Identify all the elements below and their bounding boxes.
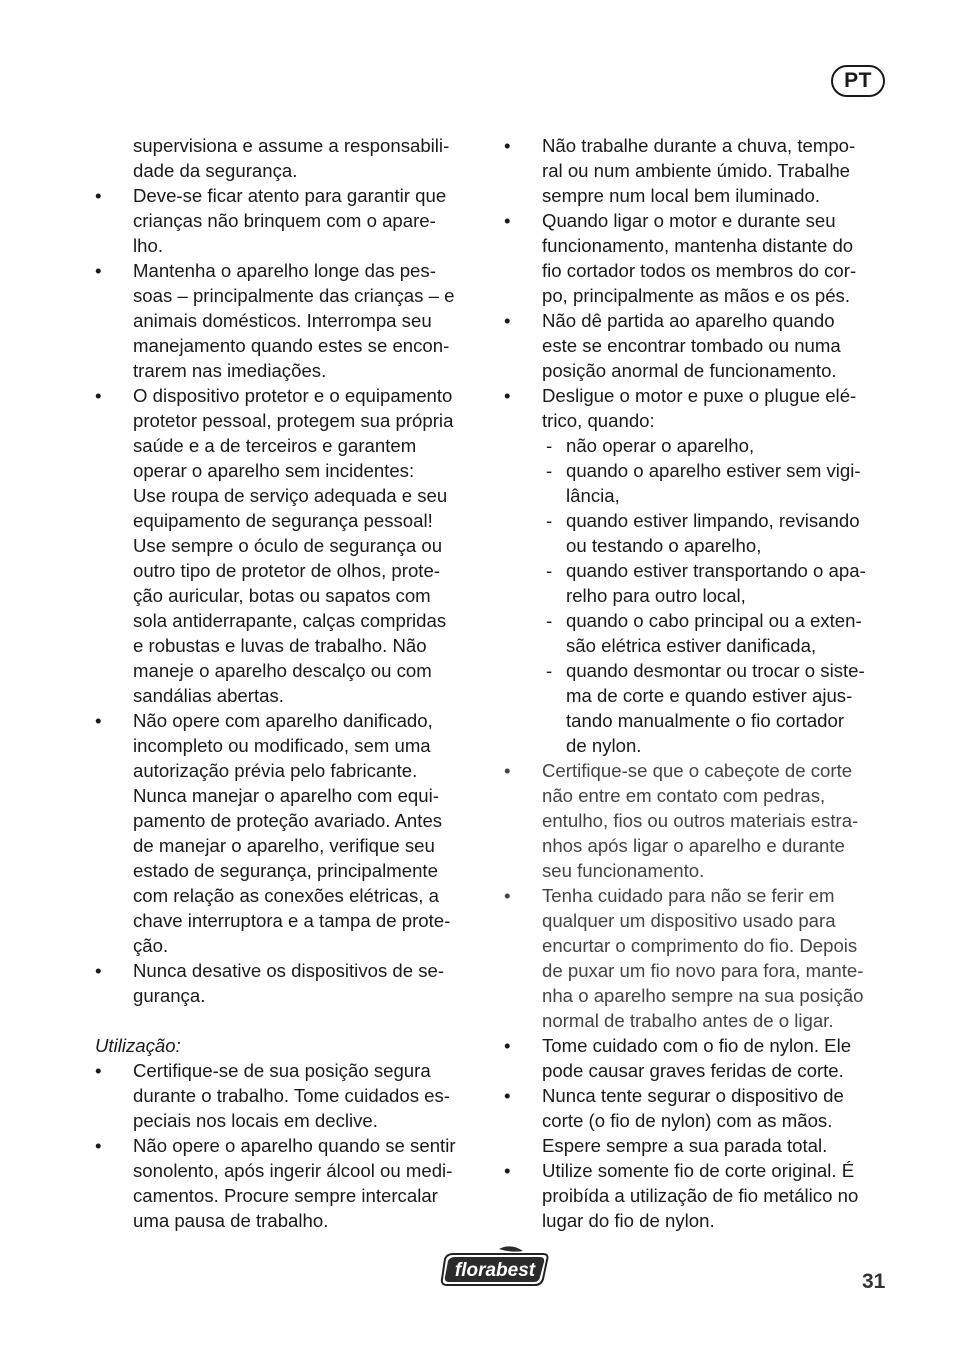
list-item-text <box>133 383 487 708</box>
bullet: • <box>95 385 102 406</box>
unplug-sublist <box>504 433 896 758</box>
text-line: Mantenha o aparelho longe das pes- <box>133 260 436 281</box>
text-line: nha o aparelho sempre na sua posição <box>542 985 864 1006</box>
text-line: uma pausa de trabalho. <box>133 1210 329 1231</box>
text-line: supervisiona e assume a responsabili- <box>133 135 450 156</box>
list-item-text <box>133 708 487 958</box>
bullet: • <box>504 760 511 781</box>
text-line: Use sempre o óculo de segurança ou <box>133 535 443 556</box>
list-item <box>95 1133 487 1233</box>
left-items-after <box>95 1058 487 1233</box>
right-items-bottom <box>504 1033 896 1233</box>
dash: - <box>546 560 553 581</box>
page-number: 31 <box>862 1270 886 1293</box>
text-line: não entre em contato com pedras, <box>542 785 826 806</box>
text-line: Utilize somente fio de corte original. É <box>542 1160 855 1181</box>
bullet: • <box>504 385 511 406</box>
text-line: crianças não brinquem com o apare- <box>133 210 436 231</box>
list-item-text <box>133 258 487 383</box>
dash: - <box>546 510 553 531</box>
text-line: qualquer um dispositivo usado para <box>542 910 836 931</box>
text-line: Desligue o motor e puxe o plugue elé- <box>542 385 857 406</box>
bullet: • <box>504 885 511 906</box>
text-line: Nunca manejar o aparelho com equi- <box>133 785 439 806</box>
sub-list-item <box>504 608 896 658</box>
bullet: • <box>95 185 102 206</box>
list-item <box>504 883 896 1033</box>
list-item-text <box>133 958 487 1008</box>
list-item-text <box>566 658 896 758</box>
text-line: pode causar graves feridas de corte. <box>542 1060 844 1081</box>
text-line: dade da segurança. <box>133 160 298 181</box>
text-line: de puxar um fio novo para fora, mante- <box>542 960 864 981</box>
text-line: funcionamento, mantenha distante do <box>542 235 854 256</box>
text-line: nhos após ligar o aparelho e durante <box>542 835 845 856</box>
lead-paragraph <box>95 133 487 183</box>
text-line: quando o cabo principal ou a exten- <box>566 610 862 631</box>
text-line: quando desmontar ou trocar o siste- <box>566 660 865 681</box>
text-line: gurança. <box>133 985 206 1006</box>
list-item-text <box>133 183 487 258</box>
text-line: operar o aparelho sem incidentes: <box>133 460 415 481</box>
text-line: saúde e a de terceiros e garantem <box>133 435 417 456</box>
list-item-text <box>542 308 896 383</box>
text-line: relho para outro local, <box>566 585 746 606</box>
text-line: ção auricular, botas ou sapatos com <box>133 585 431 606</box>
text-line: quando estiver limpando, revisando <box>566 510 860 531</box>
text-line: outro tipo de protetor de olhos, prote- <box>133 560 440 581</box>
text-line: trico, quando: <box>542 410 655 431</box>
text-line: sempre num local bem iluminado. <box>542 185 820 206</box>
bullet: • <box>504 1035 511 1056</box>
text-line: estado de segurança, principalmente <box>133 860 438 881</box>
list-item-text <box>566 558 896 608</box>
text-line: ma de corte e quando estiver ajus- <box>566 685 853 706</box>
left-items-before <box>95 183 487 1008</box>
list-item-text <box>542 883 896 1033</box>
text-line: po, principalmente as mãos e os pés. <box>542 285 850 306</box>
list-item <box>95 708 487 958</box>
sub-list-item <box>504 508 896 558</box>
text-line: normal de trabalho antes de o ligar. <box>542 1010 834 1031</box>
section-title-utilizacao: Utilização: <box>95 1035 181 1056</box>
text-line: entulho, fios ou outros materiais estra- <box>542 810 859 831</box>
text-line: fio cortador todos os membros do cor- <box>542 260 857 281</box>
text-line: Tome cuidado com o fio de nylon. Ele <box>542 1035 852 1056</box>
list-item-text <box>566 433 896 458</box>
text-line: sandálias abertas. <box>133 685 284 706</box>
list-item-text <box>542 383 896 433</box>
language-badge: PT <box>831 65 885 97</box>
text-line: posição anormal de funcionamento. <box>542 360 837 381</box>
logo-text: florabest <box>454 1260 536 1281</box>
right-items-gray <box>504 758 896 1033</box>
text-line: camentos. Procure sempre intercalar <box>133 1185 438 1206</box>
list-item <box>504 758 896 883</box>
text-line: corte (o fio de nylon) com as mãos. <box>542 1110 833 1131</box>
text-line: de manejar o aparelho, verifique seu <box>133 835 435 856</box>
florabest-logo <box>439 1245 551 1289</box>
text-line: quando o aparelho estiver sem vigi- <box>566 460 861 481</box>
bullet: • <box>95 1060 102 1081</box>
text-line: sola antiderrapante, calças compridas <box>133 610 447 631</box>
text-line: ou testando o aparelho, <box>566 535 762 556</box>
list-item <box>95 1058 487 1133</box>
bullet: • <box>95 960 102 981</box>
list-item <box>95 258 487 383</box>
text-line: durante o trabalho. Tome cuidados es- <box>133 1085 450 1106</box>
list-item <box>504 308 896 383</box>
dash: - <box>546 660 553 681</box>
list-item-text <box>566 458 896 508</box>
text-line: lância, <box>566 485 620 506</box>
text-line: ção. <box>133 935 169 956</box>
text-line: não operar o aparelho, <box>566 435 755 456</box>
text-line: O dispositivo protetor e o equipamento <box>133 385 453 406</box>
dash: - <box>546 610 553 631</box>
text-line: de nylon. <box>566 735 642 756</box>
dash: - <box>546 460 553 481</box>
text-line: seu funcionamento. <box>542 860 705 881</box>
list-item <box>95 183 487 258</box>
list-item-text <box>542 1083 896 1158</box>
text-line: animais domésticos. Interrompa seu <box>133 310 432 331</box>
list-item <box>504 1158 896 1233</box>
sub-list-item <box>504 433 896 458</box>
list-item-text <box>542 1158 896 1233</box>
text-line: Certifique-se que o cabeçote de corte <box>542 760 853 781</box>
text-line: maneje o aparelho descalço ou com <box>133 660 432 681</box>
list-item <box>95 383 487 708</box>
text-line: e robustas e luvas de trabalho. Não <box>133 635 427 656</box>
text-line: proibída a utilização de fio metálico no <box>542 1185 859 1206</box>
text-line: lho. <box>133 235 163 256</box>
text-line: Quando ligar o motor e durante seu <box>542 210 836 231</box>
sub-list-item <box>504 458 896 508</box>
text-line: manejamento quando estes se encon- <box>133 335 450 356</box>
list-item-unplug <box>504 383 896 433</box>
text-line: Deve-se ficar atento para garantir que <box>133 185 447 206</box>
list-item-text <box>133 1058 487 1133</box>
list-item-text <box>566 508 896 558</box>
text-line: trarem nas imediações. <box>133 360 327 381</box>
list-item <box>504 133 896 208</box>
bullet: • <box>504 1160 511 1181</box>
list-item-text <box>542 758 896 883</box>
bullet: • <box>95 260 102 281</box>
bullet: • <box>95 1135 102 1156</box>
text-line: Use roupa de serviço adequada e seu <box>133 485 448 506</box>
text-line: soas – principalmente das crianças – e <box>133 285 455 306</box>
text-line: peciais nos locais em declive. <box>133 1110 378 1131</box>
text-line: Não dê partida ao aparelho quando <box>542 310 835 331</box>
text-line: com relação as conexões elétricas, a <box>133 885 439 906</box>
list-item <box>95 958 487 1008</box>
sub-list-item <box>504 658 896 758</box>
bullet: • <box>504 1085 511 1106</box>
text-line: Certifique-se de sua posição segura <box>133 1060 431 1081</box>
list-item-text <box>566 608 896 658</box>
text-line: Tenha cuidado para não se ferir em <box>542 885 835 906</box>
list-item-text <box>542 1033 896 1083</box>
bullet: • <box>95 710 102 731</box>
text-line: encurtar o comprimento do fio. Depois <box>542 935 858 956</box>
list-item <box>504 208 896 308</box>
text-line: autorização prévia pelo fabricante. <box>133 760 418 781</box>
text-line: protetor pessoal, protegem sua própria <box>133 410 454 431</box>
text-line: incompleto ou modificado, sem uma <box>133 735 431 756</box>
text-line: este se encontrar tombado ou numa <box>542 335 841 356</box>
list-item-text <box>542 133 896 208</box>
text-line: Espere sempre a sua parada total. <box>542 1135 828 1156</box>
text-line: chave interruptora e a tampa de prote- <box>133 910 451 931</box>
text-line: Não opere com aparelho danificado, <box>133 710 433 731</box>
text-line: Nunca desative os dispositivos de se- <box>133 960 445 981</box>
bullet: • <box>504 310 511 331</box>
text-line: ral ou num ambiente úmido. Trabalhe <box>542 160 851 181</box>
text-line: Nunca tente segurar o dispositivo de <box>542 1085 844 1106</box>
right-column <box>504 133 896 1233</box>
bullet: • <box>504 135 511 156</box>
list-item <box>504 1083 896 1158</box>
list-item-text <box>133 1133 487 1233</box>
bullet: • <box>504 210 511 231</box>
text-line: Não trabalhe durante a chuva, tempo- <box>542 135 856 156</box>
sub-list-item <box>504 558 896 608</box>
text-line: tando manualmente o fio cortador <box>566 710 845 731</box>
list-item <box>504 1033 896 1083</box>
text-line: Não opere o aparelho quando se sentir <box>133 1135 456 1156</box>
text-line: quando estiver transportando o apa- <box>566 560 866 581</box>
text-line: equipamento de segurança pessoal! <box>133 510 433 531</box>
text-line: sonolento, após ingerir álcool ou medi- <box>133 1160 453 1181</box>
text-line: lugar do fio de nylon. <box>542 1210 715 1231</box>
right-items-top <box>504 133 896 383</box>
text-line: pamento de proteção avariado. Antes <box>133 810 443 831</box>
dash: - <box>546 435 553 456</box>
text-line: são elétrica estiver danificada, <box>566 635 817 656</box>
list-item-text <box>542 208 896 308</box>
left-column <box>95 133 487 1233</box>
